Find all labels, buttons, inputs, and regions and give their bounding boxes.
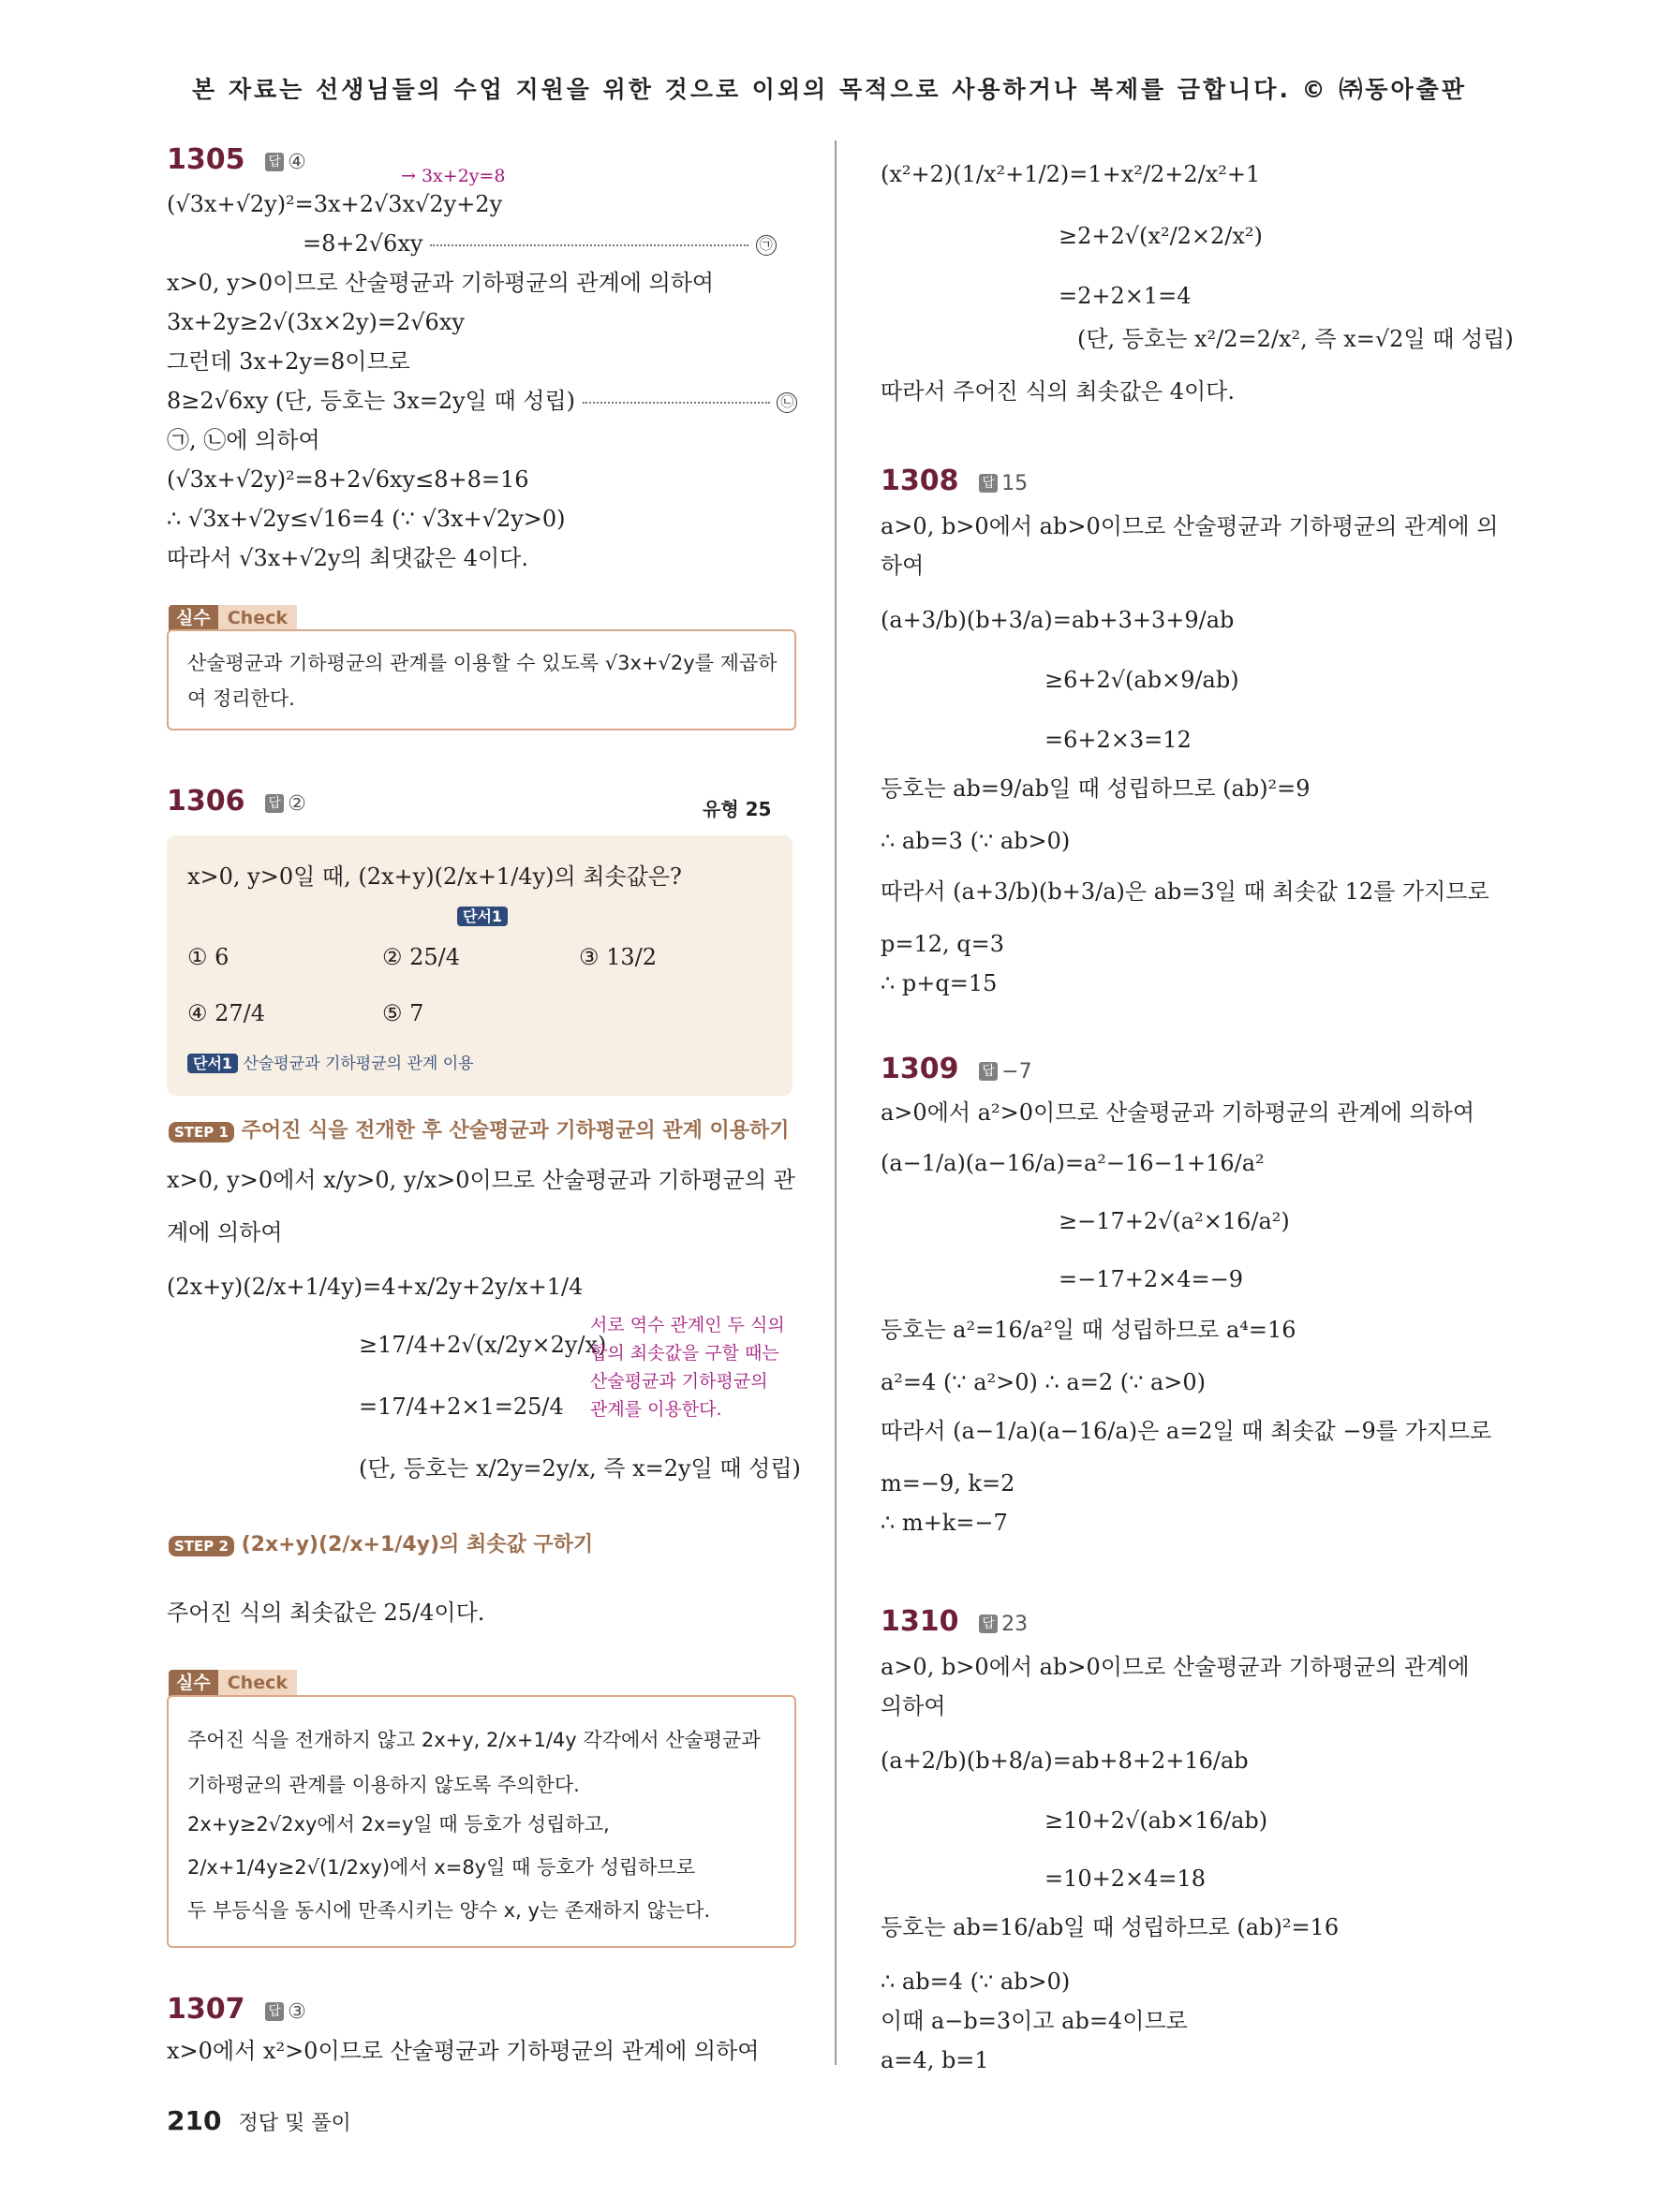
option-5: ⑤ 7 xyxy=(382,1000,424,1026)
step1-heading: STEP 1 주어진 식을 전개한 후 산술평균과 기하평균의 관계 이용하기 xyxy=(169,1114,790,1147)
problem-1308-header xyxy=(881,466,1028,499)
hint-tag: 단서1 xyxy=(457,899,508,932)
option-2: ② 25/4 xyxy=(382,944,461,970)
check-tab: 실수 Check xyxy=(169,604,297,629)
math-line: ≥17/4+2√(x/2y×2y/x) xyxy=(359,1332,607,1358)
answer: 15 xyxy=(1001,472,1029,495)
text-line: 의하여 xyxy=(881,1693,946,1719)
option-1: ① 6 xyxy=(187,944,230,970)
text-line: 따라서 √3x+√2y의 최댓값은 4이다. xyxy=(167,545,528,571)
mark: ㉠ xyxy=(756,235,777,256)
math-line: (단, 등호는 x²/2=2/x², 즉 x=√2일 때 성립) xyxy=(1077,326,1514,352)
text-line: x>0에서 x²>0이므로 산술평균과 기하평균의 관계에 의하여 xyxy=(167,2038,760,2064)
math-line: ∴ ab=4 (∵ ab>0) xyxy=(881,1969,1071,1995)
math-line: =10+2×4=18 xyxy=(1044,1865,1207,1892)
problem-1307-header xyxy=(167,1995,306,2028)
text-line: 따라서 주어진 식의 최솟값은 4이다. xyxy=(881,378,1235,405)
check-text: 여 정리한다. xyxy=(187,687,295,710)
annotation: → 3x+2y=8 xyxy=(401,166,506,186)
math-line: =2+2×1=4 xyxy=(1059,283,1192,309)
text-line: 등호는 a²=16/a²일 때 성립하므로 a⁴=16 xyxy=(881,1317,1296,1343)
answer-label: 답 xyxy=(979,1615,998,1633)
page-header: 본 자료는 선생님들의 수업 지원을 위한 것으로 이외의 목적으로 사용하거나 복제를 금합니다. © ㈜동아출판 xyxy=(192,76,1467,103)
page-number: 210 xyxy=(167,2105,222,2136)
side-note: 서로 역수 관계인 두 식의 합의 최솟값을 구할 때는 산술평균과 기하평균의 관계를 이용한다. xyxy=(590,1315,785,1420)
math-line: a²=4 (∵ a²>0) ∴ a=2 (∵ a>0) xyxy=(881,1369,1207,1395)
answer-label: 답 xyxy=(979,474,998,493)
math-line: ≥10+2√(ab×16/ab) xyxy=(1044,1807,1268,1834)
text-line: 주어진 식의 최솟값은 25/4이다. xyxy=(167,1600,485,1626)
text-line: 따라서 (a−1/a)(a−16/a)은 a=2일 때 최솟값 −9를 가지므로 xyxy=(881,1418,1492,1444)
math-line: p=12, q=3 xyxy=(881,931,1005,957)
check-text: 2/x+1/4y≥2√(1/2xy)에서 x=8y일 때 등호가 성립하므로 xyxy=(187,1856,696,1879)
check-tab: 실수 Check xyxy=(169,1669,297,1694)
problem-1309-header xyxy=(881,1054,1032,1087)
check-text: 주어진 식을 전개하지 않고 2x+y, 2/x+1/4y 각각에서 산술평균과 xyxy=(187,1729,761,1751)
math-line: m=−9, k=2 xyxy=(881,1470,1015,1497)
annotation-arrow-icon: → xyxy=(401,166,416,186)
problem-1306-header xyxy=(167,787,306,819)
math-line: =17/4+2×1=25/4 xyxy=(359,1394,564,1420)
math-line: (단, 등호는 x/2y=2y/x, 즉 x=2y일 때 성립) xyxy=(359,1455,801,1482)
math-line: ≥2+2√(x²/2×2/x²) xyxy=(1059,223,1263,249)
problem-number: 1309 xyxy=(881,1053,959,1085)
text-line: 따라서 (a+3/b)(b+3/a)은 ab=3일 때 최솟값 12를 가지므로 xyxy=(881,878,1489,905)
answer-label: 답 xyxy=(979,1062,998,1081)
answer-label: 답 xyxy=(265,153,284,171)
text-line: ㉠, ㉡에 의하여 xyxy=(167,427,320,453)
math-line: (√3x+√2y)²=3x+2√3x√2y+2y xyxy=(167,191,503,217)
answer: −7 xyxy=(1001,1060,1032,1084)
answer-label: 답 xyxy=(265,794,284,813)
math-line: ∴ m+k=−7 xyxy=(881,1510,1008,1536)
math-line: (√3x+√2y)²=8+2√6xy≤8+8=16 xyxy=(167,466,529,493)
math-line: ∴ √3x+√2y≤√16=4 (∵ √3x+√2y>0) xyxy=(167,506,566,532)
column-divider xyxy=(835,140,837,2065)
problem-1305-header xyxy=(167,145,306,178)
math-line: (a−1/a)(a−16/a)=a²−16−1+16/a² xyxy=(881,1150,1265,1176)
math-line: =6+2×3=12 xyxy=(1044,727,1192,753)
option-4: ④ 27/4 xyxy=(187,1000,266,1026)
step2-heading: STEP 2 (2x+y)(2/x+1/4y)의 최솟값 구하기 xyxy=(169,1528,593,1561)
mark: ㉡ xyxy=(777,392,797,413)
answer: ④ xyxy=(288,151,306,174)
text-line: x>0, y>0이므로 산술평균과 기하평균의 관계에 의하여 xyxy=(167,270,715,296)
math-line: (2x+y)(2/x+1/4y)=4+x/2y+2y/x+1/4 xyxy=(167,1274,584,1300)
math-line: (a+3/b)(b+3/a)=ab+3+3+9/ab xyxy=(881,607,1235,633)
problem-number: 1308 xyxy=(881,465,959,497)
math-line: 8≥2√6xy (단, 등호는 3x=2y일 때 성립) ㉡ xyxy=(167,386,797,416)
math-line: (x²+2)(1/x²+1/2)=1+x²/2+2/x²+1 xyxy=(881,161,1261,187)
text-line: 계에 의하여 xyxy=(167,1219,283,1246)
math-line: ≥−17+2√(a²×16/a²) xyxy=(1059,1208,1290,1234)
problem-number: 1307 xyxy=(167,1993,245,2026)
check-text: 두 부등식을 동시에 만족시키는 양수 x, y는 존재하지 않는다. xyxy=(187,1899,711,1922)
check-text: 산술평균과 기하평균의 관계를 이용할 수 있도록 √3x+√2y를 제곱하 xyxy=(187,652,778,674)
problem-number: 1305 xyxy=(167,143,245,176)
text-line: 하여 xyxy=(881,553,925,579)
problem-number: 1306 xyxy=(167,785,245,818)
check-box xyxy=(167,629,796,730)
answer: ③ xyxy=(288,2000,306,2024)
math-line: 3x+2y≥2√(3x×2y)=2√6xy xyxy=(167,309,465,335)
option-3: ③ 13/2 xyxy=(579,944,658,970)
problem-type: 유형 25 xyxy=(703,798,772,820)
check-text: 2x+y≥2√2xy에서 2x=y일 때 등호가 성립하고, xyxy=(187,1813,610,1836)
text-line: 이때 a−b=3이고 ab=4이므로 xyxy=(881,2008,1188,2034)
problem-number: 1310 xyxy=(881,1605,959,1638)
problem-1310-header xyxy=(881,1607,1028,1640)
page-footer xyxy=(167,2105,351,2136)
answer-label: 답 xyxy=(265,2002,284,2021)
math-line: ≥6+2√(ab×9/ab) xyxy=(1044,667,1239,693)
text-line: 등호는 ab=16/ab일 때 성립하므로 (ab)²=16 xyxy=(881,1914,1340,1940)
text-line: 등호는 ab=9/ab일 때 성립하므로 (ab)²=9 xyxy=(881,775,1311,802)
math-line: (a+2/b)(b+8/a)=ab+8+2+16/ab xyxy=(881,1747,1249,1774)
check-text: 기하평균의 관계를 이용하지 않도록 주의한다. xyxy=(187,1774,580,1796)
footer-label: 정답 및 풀이 xyxy=(238,2112,351,2135)
math-line: =8+2√6xy ㉠ xyxy=(303,229,777,258)
text-line: x>0, y>0에서 x/y>0, y/x>0이므로 산술평균과 기하평균의 관 xyxy=(167,1167,795,1193)
math-line: ∴ ab=3 (∵ ab>0) xyxy=(881,828,1071,854)
answer: 23 xyxy=(1001,1613,1029,1636)
hint-line: 단서1 산술평균과 기하평균의 관계 이용 xyxy=(187,1049,474,1079)
text-line: 그런데 3x+2y=8이므로 xyxy=(167,348,410,375)
math-line: =−17+2×4=−9 xyxy=(1059,1266,1244,1292)
text-line: a>0에서 a²>0이므로 산술평균과 기하평균의 관계에 의하여 xyxy=(881,1099,1475,1126)
math-line: a=4, b=1 xyxy=(881,2047,989,2073)
answer: ② xyxy=(288,792,306,816)
text-line: a>0, b>0에서 ab>0이므로 산술평균과 기하평균의 관계에 의 xyxy=(881,513,1499,539)
text-line: a>0, b>0에서 ab>0이므로 산술평균과 기하평균의 관계에 xyxy=(881,1654,1470,1680)
math-line: ∴ p+q=15 xyxy=(881,970,998,996)
question-text: x>0, y>0일 때, (2x+y)(2/x+1/4y)의 최솟값은? xyxy=(187,863,682,890)
